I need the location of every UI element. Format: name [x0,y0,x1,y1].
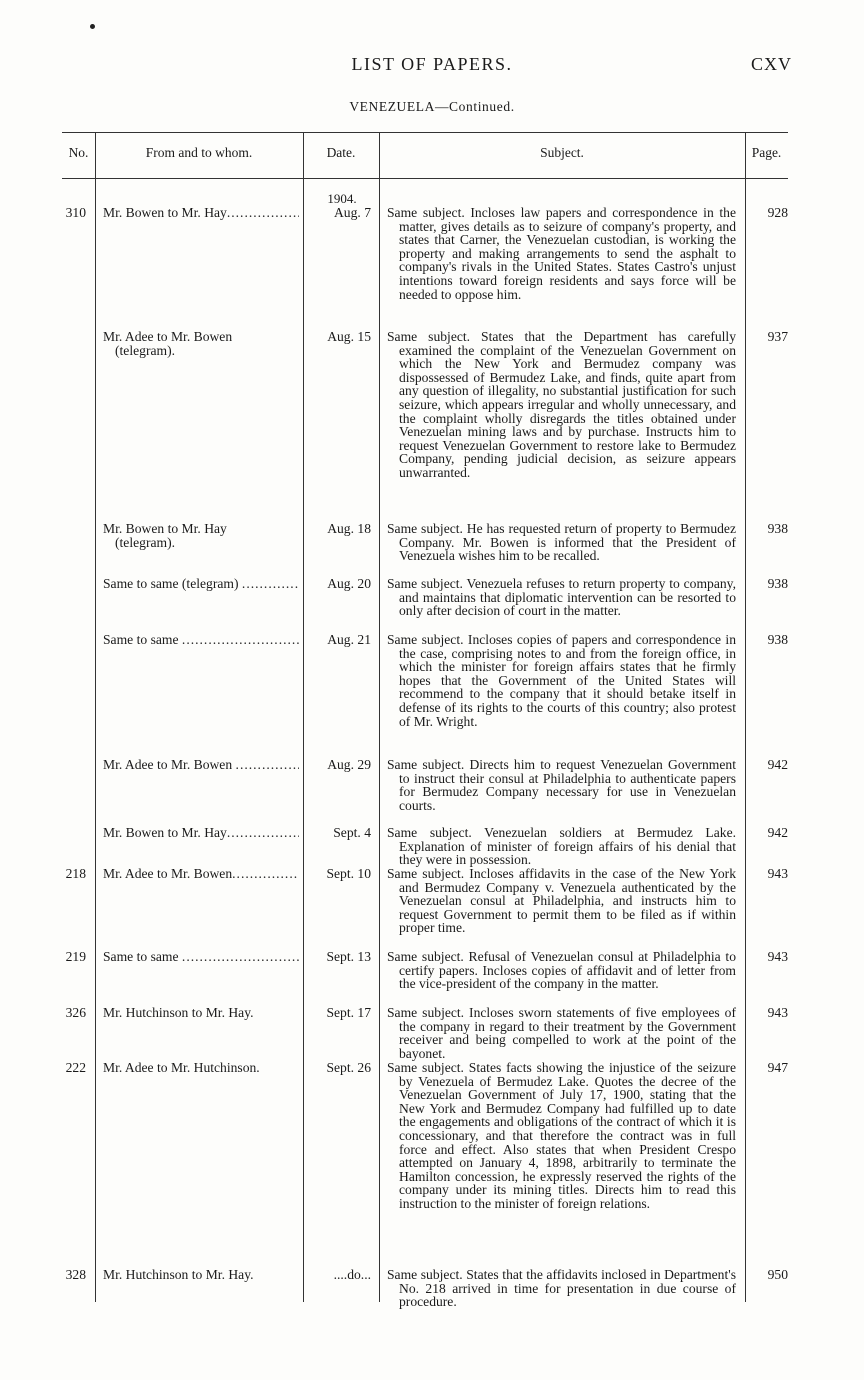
from-to [103,867,299,881]
from-to [103,522,299,549]
subject: Same subject. Directs him to request Venezuelan Government to instruct their consul at Philadelphia to authenticate papers for Bermudez Company necessary for use in Venezuelan courts. [387,757,736,813]
subject: Same subject. Venezuela refuses to return property to company, and maintains that diplomatic intervention can be resorted to only after decision of court in the matter. [387,576,736,619]
date: Sept. 10 [326,866,371,881]
from-to [103,206,299,220]
from-to [103,1006,299,1020]
page-ref: 943 [767,949,788,964]
from-to-text: Mr. Adee to Mr. Bowen [103,757,233,772]
from-to-text: Mr. Adee to Mr. Bowen [103,329,233,344]
row-number: 328 [65,1267,86,1282]
from-to-text: Mr. Bowen to Mr. Hay [103,825,227,840]
subject: Same subject. Incloses copies of papers and correspondence in the case, comprising notes to and from the foreign office, in which the minister for foreign affairs states that he firmly hopes that the Government of the United States will recommend to the company that it should betake itself in defense of its rights to the courts of this country; also protest of Mr. Wright. [387,632,736,729]
section-subtitle: VENEZUELA—Continued. [349,99,515,114]
table-header-rule [62,178,788,179]
subject: Same subject. He has requested return of property to Bermudez Company. Mr. Bowen is informed that the President of Venezuela wishes him to be recalled. [387,521,736,564]
date: ....do... [333,1267,371,1282]
page-title: LIST OF PAPERS. [351,54,513,74]
from-to-text: Mr. Adee to Mr. Hutchinson. [103,1060,260,1075]
subject: Same subject. States that the affidavits inclosed in Department's No. 218 arrived in time for presentation in due course of procedure. [387,1267,736,1310]
page-ref: 938 [767,576,788,591]
subject: Same subject. States facts showing the injustice of the seizure by Venezuela of Bermudez Lake. Quotes the decree of the Venezuelan Government of July 17, 1900, stating that the New York and Bermudez Company had fulfilled up to date the engagements and obligations of the contract of which it is concessionary, and that therefore the contract was in full force and effect. Also states that when President Crespo attempted on January 4, 1898, arbitrarily to terminate the Hamilton concession, he expressly reserved the rights of the company under its mining titles. Directs him to read this instruction to the minister of foreign relations. [387,1060,736,1211]
from-to-note: (telegram). [115,342,176,358]
date: Aug. 29 [327,757,371,772]
subject: Same subject. Incloses sworn statements of five employees of the company in regard to their treatment by the Government receiver and being compelled to work at the point of the bayonet. [387,1005,736,1061]
from-to [103,826,299,840]
from-to [103,577,299,591]
page-ref: 947 [767,1060,788,1075]
column-header-subject: Subject. [540,145,584,160]
date: Aug. 7 [333,205,371,220]
column-header-no: No. [68,145,89,160]
from-to-text: Mr. Adee to Mr. Bowen [103,866,233,881]
from-to-text: Same to same [103,949,179,964]
row-number: 326 [65,1005,86,1020]
date: Aug. 15 [327,329,371,344]
from-to-text: Same to same [103,632,179,647]
date: Aug. 18 [327,521,371,536]
column-header-page: Page. [751,145,782,160]
subject: Same subject. States that the Department has carefully examined the complaint of the Venezuelan Government on which the New York and Bermudez company was dispossessed of Bermudez Lake, and finds, quite apart from any question of illegality, no substantial justification for such seizure, which appears irregular and wholly unnecessary, and the complaint wholly disregards the titles obtained under Venezuelan mining laws and by purchase. Instructs him to request Venezuelan Government to restore lake to Bermudez Company, pending judicial decision, as seizure appears unwarranted. [387,329,736,480]
from-to [103,950,299,964]
page-ref: 943 [767,866,788,881]
page-ref: 938 [767,521,788,536]
column-header-date: Date. [326,145,356,160]
from-to [103,633,299,647]
date: Sept. 13 [326,949,371,964]
from-to-text: Mr. Hutchinson to Mr. Hay. [103,1005,254,1020]
date: Sept. 4 [333,825,371,840]
column-divider [95,132,96,1302]
from-to [103,1268,299,1282]
from-to-text: Mr. Hutchinson to Mr. Hay. [103,1267,254,1282]
year-label: 1904. [327,191,357,206]
page-ref: 942 [767,825,788,840]
row-number: 310 [65,205,86,220]
table-top-rule [62,132,788,133]
column-divider [303,132,304,1302]
column-divider [379,132,380,1302]
subject: Same subject. Refusal of Venezuelan consul at Philadelphia to certify papers. Incloses copies of affidavit and of letter from the vice-president of the company in the matter. [387,949,736,992]
from-to [103,1061,299,1075]
column-divider [745,132,746,1302]
row-number: 222 [65,1060,86,1075]
page-ref: 928 [767,205,788,220]
from-to [103,758,299,772]
page-number: CXV [750,54,792,74]
from-to-text: Same to same (telegram) [103,576,239,591]
page-ref: 938 [767,632,788,647]
page-ref: 942 [767,757,788,772]
page-ref: 943 [767,1005,788,1020]
from-to [103,330,299,357]
from-to-text: Mr. Bowen to Mr. Hay [103,521,227,536]
date: Sept. 26 [326,1060,371,1075]
row-number: 219 [65,949,86,964]
subject: Same subject. Incloses law papers and correspondence in the matter, gives details as to seizure of company's property, and states that Carner, the Venezuelan custodian, is working the property and making arrangements to send the asphalt to company's rivals in the United States. States Castro's unjust intentions toward foreign residents and says force will be needed to oppose him. [387,205,736,302]
column-header-from: From and to whom. [145,145,253,160]
subject: Same subject. Venezuelan soldiers at Bermudez Lake. Explanation of minister of foreign affairs of his denial that they were in possession. [387,825,736,868]
from-to-text: Mr. Bowen to Mr. Hay [103,205,227,220]
date: Aug. 21 [327,632,371,647]
row-number: 218 [65,866,86,881]
date: Aug. 20 [327,576,371,591]
date: Sept. 17 [326,1005,371,1020]
from-to-note: (telegram). [115,534,176,550]
subject: Same subject. Incloses affidavits in the case of the New York and Bermudez Company v. Venezuela authenticated by the Venezuelan consul at Philadelphia, and instructs him to request Government to permit them to be filed as if within proper time. [387,866,736,936]
page-ref: 950 [767,1267,788,1282]
ink-speck [90,24,95,29]
page-ref: 937 [767,329,788,344]
